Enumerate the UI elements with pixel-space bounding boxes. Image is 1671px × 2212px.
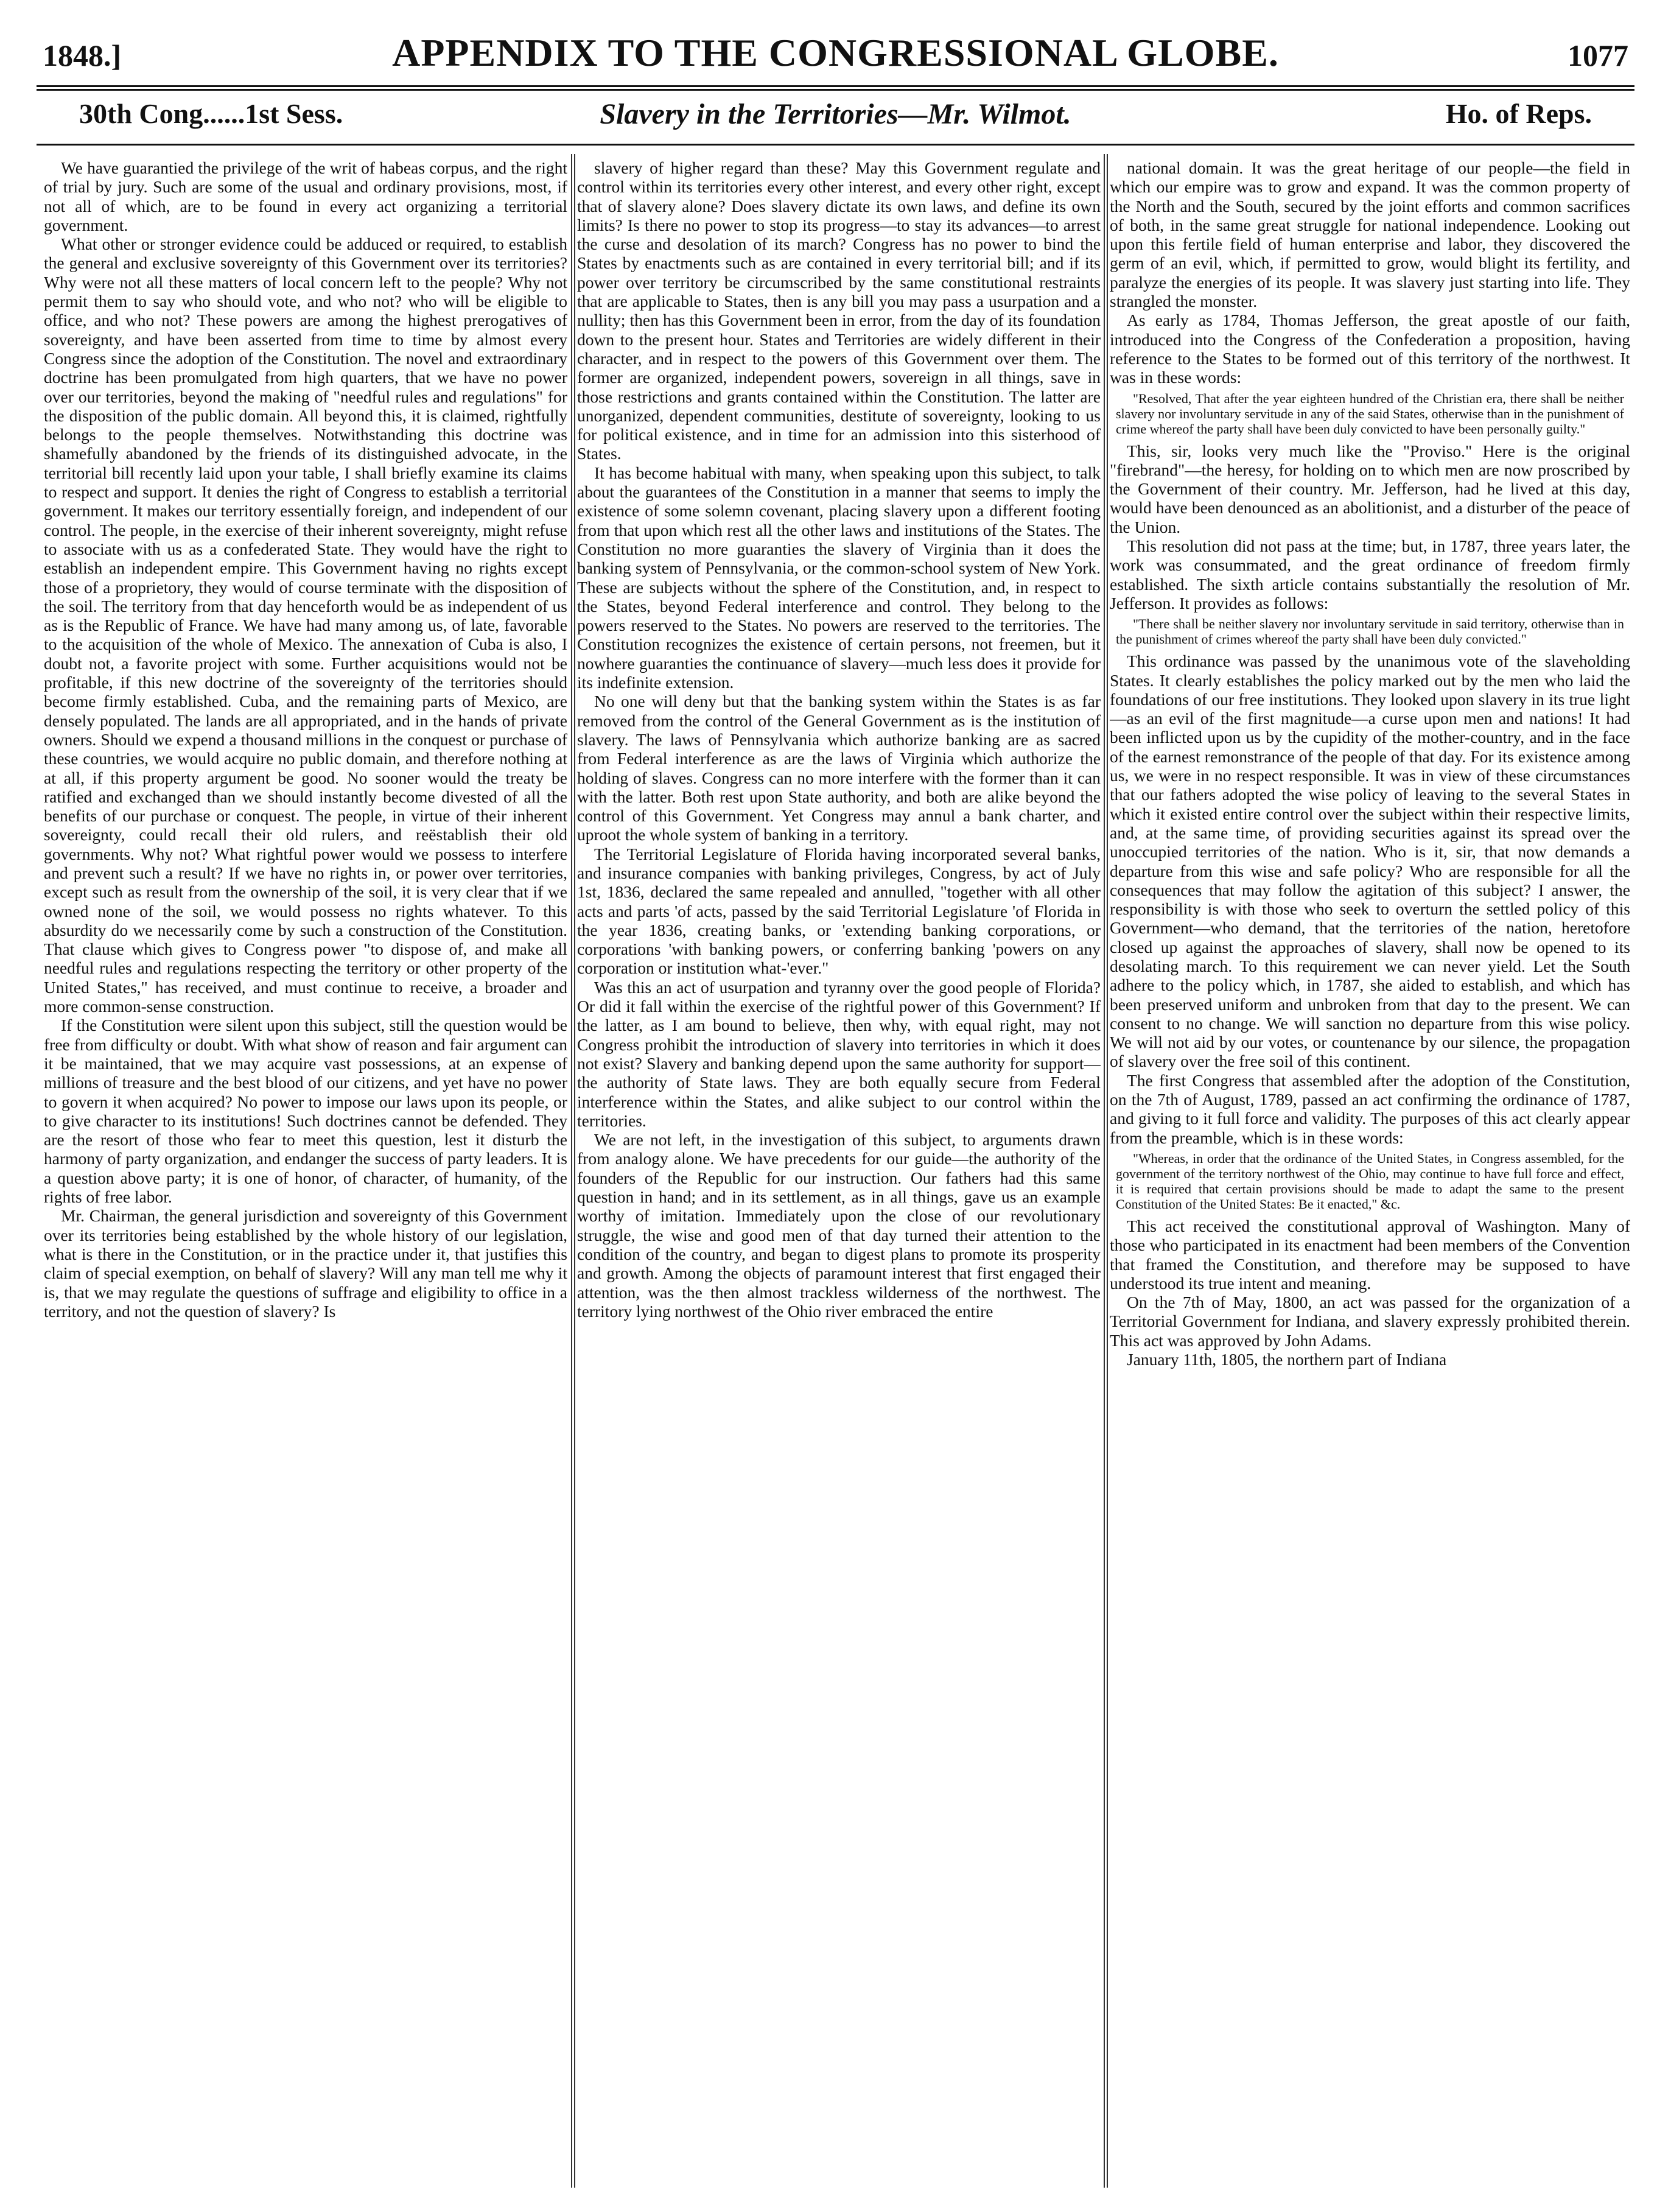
paragraph: We are not left, in the investigation of this subject, to arguments drawn from analogy alone. We have precedents for our guide—the authority of the founders of the Republic for our instruction. Our fathers had this same question in hand; and in its settlement, as in all things, gave us an example worthy of imitation. Immediately upon the close of our revolutionary struggle, the wise and good men of that day turned their attention to the condition of the country, and began to digest plans to promote its prosperity and growth. Among the objects of paramount interest that first engaged their attention, was the then almost trackless wilderness of the northwest. The territory lying northwest of the Ohio river embraced the entire — [577, 1130, 1101, 1321]
newspaper-page — [37, 17, 1634, 2197]
paragraph: January 11th, 1805, the northern part of Indiana — [1127, 1350, 1447, 1369]
column-2 — [577, 158, 1101, 2186]
header-rule-top-2 — [37, 89, 1634, 91]
session-label: 30th Cong......1st Sess. — [79, 98, 343, 129]
column-divider — [1104, 154, 1105, 2188]
page-number: 1077 — [1568, 38, 1628, 72]
paragraph: This resolution did not pass at the time; but, in 1787, three years later, the work was consummated, and the great ordinance of freedom firmly established. The sixth article contains substantially the resolution of Mr. Jefferson. It provides as follows: — [1110, 536, 1630, 613]
paragraph: slavery of higher regard than these? May this Government regulate and control within its territories every other interest, and every other right, except that of slavery alone? Does slavery dictate its own laws, and define its own limits? Is there no power to stop its progress—to stay its advances—to arrest the curse and desolation of its march? Congress has no power to bind the States by enactments such as are contained in every territorial bill; and if its power over territory be circumscribed by the same constitutional restraints that are applicable to States, then is any bill you may pass a usurpation and a nullity; then has this Government been in error, from the day of its foundation down to the present hour. States and Territories are widely different in their character, and in respect to the powers of this Government over them. The former are organized, independent powers, sovereign in all things, save in those restrictions and grants contained within the Constitution. The latter are unorganized, dependent communities, destitute of sovereignty, looking to us for political existence, and in time for an admission into this sisterhood of States. — [577, 158, 1101, 463]
masthead — [37, 17, 1634, 84]
house-label: Ho. of Reps. — [1445, 98, 1592, 129]
block-quote: "There shall be neither slavery nor involuntary servitude in said territory, otherwise than in the punishment of crimes whereof the party shall have been duly convicted." — [1116, 616, 1624, 647]
paragraph: No one will deny but that the banking system within the States is as far removed from the control of the General Government as is the institution of slavery. The laws of Pennsylvania which authorize banking are as sacred from Federal interference as are the laws of Virginia which authorize the holding of slaves. Congress can no more interfere with the former than it can with the latter. Both rest upon State authority, and both are alike beyond the control of this Government. Yet Congress may annul a bank charter, and uproot the whole system of banking in a territory. — [577, 692, 1101, 844]
paragraph: It has become habitual with many, when speaking upon this subject, to talk about the guarantees of the Constitution in a manner that seems to imply the existence of some solemn covenant, placing slavery upon a different footing from that upon which rest all the other laws and institutions of the States. The Constitution no more guaranties the slavery of Virginia than it does the banking system of Pennsylvania, or the common-school system of New York. These are subjects without the sphere of the Constitution, and, in respect to the States, beyond Federal interference and control. They belong to the powers reserved to the States. No powers are reserved to the territories. The Constitution recognizes the existence of certain persons, not freemen, but it nowhere guaranties the continuance of slavery—much less does it provide for its indefinite extension. — [577, 463, 1101, 692]
paragraph: Was this an act of usurpation and tyranny over the good people of Florida? Or did it fall within the exercise of the rightful power of this Government? If the latter, as I am bound to believe, then why, with equal right, may not Congress prohibit the introduction of slavery into territories in which it does not exist? Slavery and banking depend upon the same authority for support—the authority of State laws. They are both equally secure from Federal interference within the States, and alike subject to our control within the territories. — [577, 977, 1101, 1130]
header-rule-top — [37, 85, 1634, 87]
paragraph: On the 7th of May, 1800, an act was passed for the organization of a Territorial Government for Indiana, and slavery expressly prohibited therein. This act was approved by John Adams. — [1110, 1293, 1630, 1350]
column-3 — [1110, 158, 1630, 2186]
paragraph: The first Congress that assembled after the adoption of the Constitution, on the 7th of August, 1789, passed an act confirming the ordinance of 1787, and giving to it full force and validity. The purposes of this act clearly appear from the preamble, which is in these words: — [1110, 1070, 1630, 1147]
paragraph: This, sir, looks very much like the "Proviso." Here is the original "firebrand"—the heresy, for holding on to which men are now proscribed by the Government of their country. Mr. Jefferson, had he lived at this day, would have been denounced as an abolitionist, and a disturber of the peace of the Union. — [1110, 441, 1630, 536]
paragraph: What other or stronger evidence could be adduced or required, to establish the general and exclusive sovereignty of this Government over its territories? Why were not all these matters of local concern left to the people? Why not permit them to say who should vote, and who not? who will be eligible to office, and who not? These powers are among the highest prerogatives of sovereignty, and have been asserted from time to time by almost every Congress since the adoption of the Constitution. The novel and extraordinary doctrine has been promulgated from high quarters, that we have no power over our territories, beyond the making of "needful rules and regulations" for the disposition of the public domain. All beyond this, it is claimed, rightfully belongs to the people themselves. Notwithstanding this doctrine was shamefully abandoned by the friends of its distinguished advocate, in the territorial bill recently laid upon your table, I shall briefly examine its claims to respect and support. It denies the right of Congress to establish a territorial government. It makes our territory essentially foreign, and independent of our control. The people, in the exercise of their inherent sovereignty, might refuse to associate with us as a confederated State. They would have the right to establish an independent empire. This Government having no rights except those of a proprietory, they would of course terminate with the disposition of the soil. The territory from that day henceforth would be as independent of us as is the Republic of France. We have had many among us, of late, favorable to the acquisition of the whole of Mexico. The annexation of Cuba is also, I doubt not, a favorite project with some. Further acquisitions would not be profitable, if this new doctrine of the sovereignty of the territories should become firmly established. Cuba, and the remaining parts of Mexico, are densely populated. The lands are all appropriated, and in the hands of private owners. Should we expend a thousand millions in the conquest or purchase of these countries, we would acquire no public domain, and therefore nothing at at all, if this property argument be good. No sooner would the treaty be ratified and exchanged than we should instantly become divested of all the benefits of our purchase or conquest. The people, in virtue of their inherent sovereignty, could recall their old rulers, and reëstablish their old governments. Why not? What rightful power would we possess to interfere and prevent such a result? If we have no rights in, or power over territories, except such as result from the ownership of the soil, it is very clear that if we owned none of the soil, we would possess no rights whatever. To this absurdity do we necessarily come by such a construction of the Constitution. That clause which gives to Congress power "to dispose of, and make all needful rules and regulations respecting the territory or other property of the United States," has received, and must continue to receive, a broader and more common-sense construction. — [44, 234, 567, 1016]
block-quote: "Resolved, That after the year eighteen hundred of the Christian era, there shall be neither slavery nor involuntary servitude in any of the said States, otherwise than in the punishment of crime whereof the party shall have been duly convicted to have been personally guilty." — [1116, 390, 1624, 437]
header-rule-bottom — [37, 144, 1634, 146]
paragraph: national domain. It was the great heritage of our people—the field in which our empire was to grow and expand. It was the common property of the North and the South, secured by the joint efforts and common sacrifices of both, in the same great struggle for national independence. Looking out upon this fertile field of human enterprise and labor, they discovered the germ of an evil, which, if permitted to grow, would blight its fertility, and paralyze the energies of its people. It was slavery just starting into life. They strangled the monster. — [1110, 158, 1630, 311]
paragraph: We have guarantied the privilege of the writ of habeas corpus, and the right of trial by jury. Such are some of the usual and ordinary provisions, most, if not all of which, are to be found in every act organizing a territorial government. — [44, 158, 567, 234]
paragraph: The Territorial Legislature of Florida having incorporated several banks, and insurance companies with banking privileges, Congress, by act of July 1st, 1836, declared the same repealed and annulled, "together with all other acts and parts 'of acts, passed by the said Territorial Legislature 'of Florida in the year 1836, creating banks, or 'extending banking corporations, or corporations 'with banking powers, or conferring banking 'powers on any corporation or institution what-'ever." — [577, 844, 1101, 978]
paragraph: This ordinance was passed by the unanimous vote of the slaveholding States. It clearly establishes the policy marked out by the men who laid the foundations of our free institutions. They looked upon slavery in its true light—as an evil of the first magnitude—a curse upon men and nations! It had been inflicted upon us by the cupidity of the mother-country, and in the face of the earnest remonstrance of the people of that day. For its existence among us, we were in no respect responsible. It was in view of these circumstances that our fathers adopted the wise policy of leaving to the several States in which it existed entire control over the subject within their respective limits, and, at the same time, of providing securities against its spread over the unoccupied territories of the nation. Who is it, sir, that now demands a departure from this wise and safe policy? Who are responsible for all the consequences that may follow the agitation of this subject? I answer, the responsibility is with those who seek to overturn the settled policy of this Government—who demand, that the territories of the nation, heretofore closed up against the approaches of slavery, shall now be opened to its desolating march. To this requirement we can never yield. Let the South adhere to the policy which, in 1787, she aided to establish, and which has been preserved uniform and unbroken from that day to the present. We can consent to no change. We will sanction no departure from this wise policy. We will not aid by our votes, or countenance by our silence, the propagation of slavery over the free soil of this continent. — [1110, 651, 1630, 1071]
column-1 — [44, 158, 567, 2186]
column-divider — [574, 154, 575, 2188]
paragraph: As early as 1784, Thomas Jefferson, the great apostle of our faith, introduced into the Congress of the Confederation a proposition, having reference to the States to be formed out of this territory of the northwest. It was in these words: — [1110, 311, 1630, 387]
running-head — [37, 95, 1634, 138]
block-quote: "Whereas, in order that the ordinance of the United States, in Congress assembled, for the government of the territory northwest of the Ohio, may continue to have full force and effect, it is required that certain provisions should be made to adapt the same to the present Constitution of the United States: Be it enacted," &c. — [1116, 1150, 1624, 1212]
column-divider — [1107, 154, 1108, 2188]
page-year: 1848.] — [43, 38, 122, 72]
topic-label: Slavery in the Territories—Mr. Wilmot. — [600, 98, 1071, 130]
paragraph: This act received the constitutional approval of Washington. Many of those who participated in its enactment had been members of the Convention that framed the Constitution, and therefore may be supposed to have understood its true intent and meaning. — [1110, 1216, 1630, 1293]
page-title: APPENDIX TO THE CONGRESSIONAL GLOBE. — [392, 31, 1279, 74]
paragraph: If the Constitution were silent upon this subject, still the question would be free from difficulty or doubt. With what show of reason and fair argument can it be maintained, that we may acquire vast possessions, at an expense of millions of treasure and the best blood of our citizens, and yet have no power to govern it when acquired? No power to impose our laws upon its people, or to give character to its institutions! Such doctrines cannot be defended. They are the resort of those who fear to meet this question, lest it disturb the harmony of party organization, and endanger the success of party leaders. It is a question above party; it is one of honor, of character, of humanity, of the rights of free labor. — [44, 1016, 567, 1207]
paragraph: Mr. Chairman, the general jurisdiction and sovereignty of this Government over its territories being established by the whole history of our legislation, what is there in the Constitution, or in the practice under it, that justifies this claim of special exemption, on behalf of slavery? Will any man tell me why it is, that we may regulate the questions of suffrage and eligibility to office in a territory, and not the question of slavery? Is — [44, 1206, 567, 1321]
column-divider — [571, 154, 572, 2188]
